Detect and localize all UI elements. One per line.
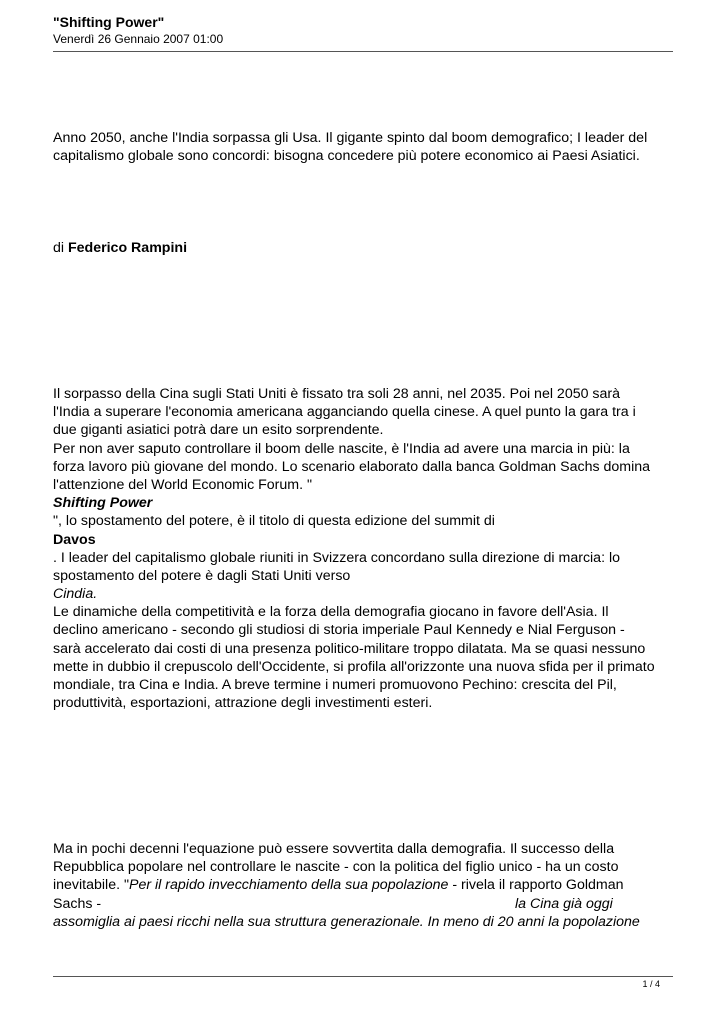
body-line: mondiale, tra Cina e India. A breve termine i numeri promuovono Pechino: crescita del Pil, — [53, 677, 617, 693]
footer-divider — [53, 976, 673, 977]
intro-line: capitalismo globale sono concordi: bisogna concedere più potere economico ai Paesi Asiatici. — [53, 148, 640, 165]
body-line: mette in dubbio il crepuscolo dell'Occidente, si profila all'orizzonte una nuova sfida per il primato — [53, 658, 655, 675]
body-line: forza lavoro più giovane del mondo. Lo scenario elaborato dalla banca Goldman Sachs domina — [53, 458, 651, 475]
body-line: Ma in pochi decenni l'equazione può essere sovvertita dalla demografia. Il successo della — [53, 841, 615, 857]
body-line: due giganti asiatici potrà dare un esito sorprendente. — [53, 422, 384, 439]
intro-paragraph — [53, 129, 678, 165]
davos-label: Davos — [53, 531, 96, 548]
body-line: Il sorpasso della Cina sugli Stati Uniti è fissato tra soli 28 anni, nel 2035. Poi nel 2050 sarà — [53, 386, 621, 402]
byline — [53, 239, 678, 257]
body-line: Le dinamiche della competitività e la forza della demografia giocano in favore dell'Asia. Il — [53, 604, 609, 621]
intro-line: Anno 2050, anche l'India sorpassa gli Usa. Il gigante spinto dal boom demografico; I leader del — [53, 130, 648, 146]
document-title: "Shifting Power" — [53, 14, 165, 30]
body-line: l'attenzione del World Economic Forum. " — [53, 476, 313, 493]
body-line: declino americano - secondo gli studiosi di storia imperiale Paul Kennedy e Nial Ferguson - — [53, 622, 625, 639]
quote-text: assomiglia ai paesi ricchi nella sua struttura generazionale. In meno di 20 anni la popolazione — [53, 913, 640, 930]
quote-text: la Cina già oggi — [515, 895, 613, 912]
article-body — [53, 385, 678, 712]
author-name: Federico Rampini — [67, 240, 188, 256]
quote-text: Per il rapido invecchiamento della sua popolazione — [129, 877, 449, 894]
page-number: 1 / 4 — [642, 979, 660, 989]
body-line: l'India a superare l'economia americana agganciando quella cinese. A quel punto la gara tra i — [53, 404, 636, 421]
body-line: spostamento del potere è dagli Stati Uniti verso — [53, 567, 351, 584]
byline-prefix: di — [53, 240, 68, 256]
header-divider — [53, 51, 673, 52]
body-line: ", lo spostamento del potere, è il titolo di questa edizione del summit di — [53, 513, 495, 530]
body-line: . I leader del capitalismo globale riuniti in Svizzera concordano sulla direzione di marcia: lo — [53, 549, 621, 566]
cindia-term: Cindia. — [53, 586, 98, 603]
body-line: Per non aver saputo controllare il boom delle nascite, è l'India ad avere una marcia in più: la — [53, 440, 630, 457]
body-line: Repubblica popolare nel controllare le nascite - con la politica del figlio unico - ha un costo — [53, 859, 619, 876]
shifting-power-title: Shifting Power — [53, 495, 153, 512]
body-line: sarà accelerato dai costi di una presenza politico-militare troppo dilatata. Ma se quasi nessuno — [53, 640, 646, 657]
article-body-continued — [53, 840, 678, 931]
body-line: Sachs - la Cina già oggi — [53, 895, 613, 912]
body-line: produttività, esportazioni, attrazione degli investimenti esteri. — [53, 695, 433, 712]
publish-date: Venerdì 26 Gennaio 2007 01:00 — [53, 32, 224, 46]
body-line: inevitabile. "Per il rapido invecchiamento della sua popolazione - rivela il rapporto Goldman — [53, 877, 624, 894]
